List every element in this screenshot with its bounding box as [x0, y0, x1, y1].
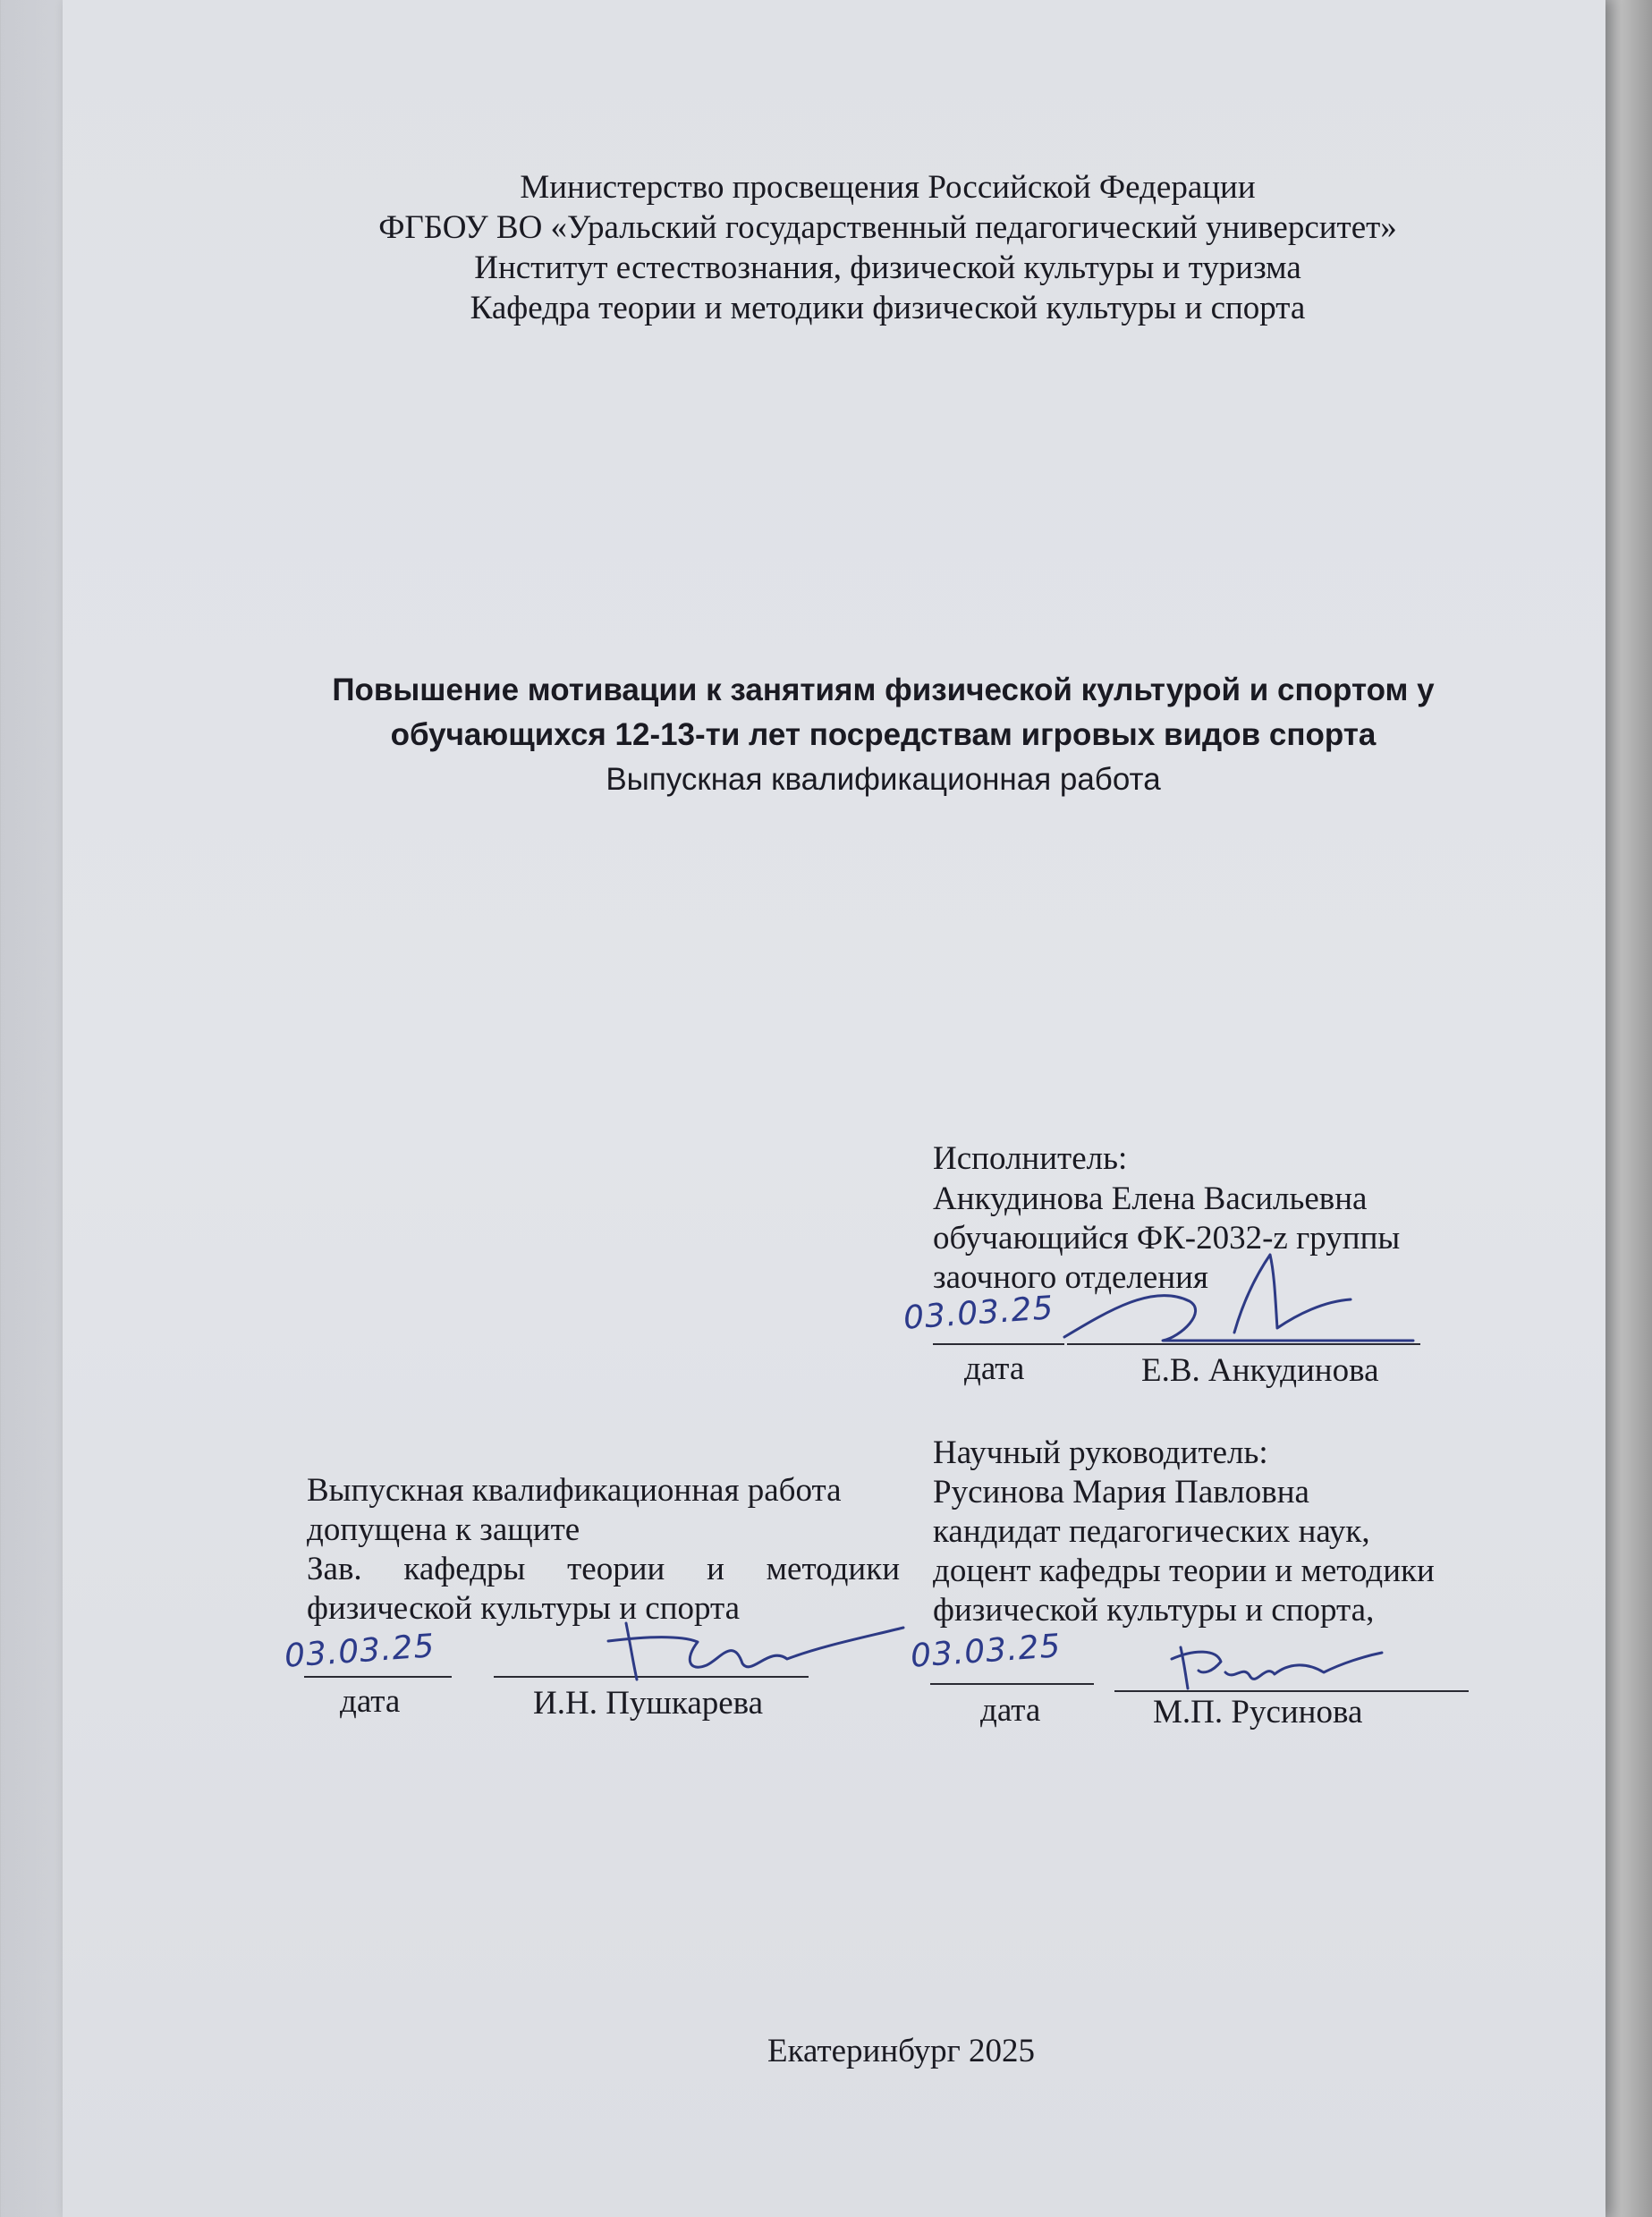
- supervisor-position2: физической культуры и спорта,: [933, 1592, 1375, 1629]
- executor-dept: заочного отделения: [933, 1259, 1208, 1296]
- supervisor-date-handwritten: 03.03.25: [909, 1628, 1063, 1675]
- executor-date-label: дата: [964, 1350, 1025, 1387]
- executor-label: Исполнитель:: [933, 1140, 1128, 1177]
- supervisor-signature: [1154, 1637, 1386, 1699]
- supervisor-degree: кандидат педагогических наук,: [933, 1513, 1370, 1550]
- supervisor-position1: доцент кафедры теории и методики: [933, 1553, 1435, 1589]
- thesis-title-line2: обучающихся 12-13-ти лет посредствам игровых видов спорта: [390, 717, 1377, 752]
- department-line: Кафедра теории и методики физической культуры и спорта: [470, 290, 1306, 326]
- executor-date-line: [933, 1343, 1064, 1345]
- approval-line2: допущена к защите: [307, 1511, 580, 1548]
- supervisor-date-label: дата: [980, 1692, 1041, 1729]
- thesis-title-line1: Повышение мотивации к занятиям физической культурой и спортом у: [332, 673, 1435, 707]
- thesis-subtitle: Выпускная квалификационная работа: [606, 762, 1161, 797]
- approval-line4: физической культуры и спорта: [307, 1590, 741, 1627]
- ministry-line: Министерство просвещения Российской Федерации: [520, 169, 1256, 206]
- approval-line3: Зав. кафедры теории и методики: [307, 1551, 900, 1587]
- paper-sheet: [63, 0, 1605, 2217]
- approval-signature-name: И.Н. Пушкарева: [533, 1685, 764, 1722]
- executor-signature: [1055, 1248, 1431, 1355]
- supervisor-signature-name: М.П. Русинова: [1153, 1694, 1363, 1730]
- executor-signature-name: Е.В. Анкудинова: [1141, 1352, 1379, 1389]
- approval-date-handwritten: 03.03.25: [283, 1628, 436, 1675]
- approval-date-label: дата: [340, 1683, 401, 1720]
- approval-signature: [465, 1610, 912, 1690]
- executor-date-handwritten: 03.03.25: [902, 1290, 1055, 1337]
- approval-date-line: [304, 1676, 452, 1678]
- supervisor-date-line: [930, 1683, 1094, 1685]
- table-edge: [1601, 0, 1652, 2217]
- supervisor-label: Научный руководитель:: [933, 1434, 1268, 1471]
- institute-line: Институт естествознания, физической культуры и туризма: [474, 250, 1301, 286]
- city-year: Екатеринбург 2025: [767, 2033, 1036, 2069]
- executor-group: обучающийся ФК-2032-z группы: [933, 1220, 1401, 1257]
- executor-name: Анкудинова Елена Васильевна: [933, 1180, 1368, 1217]
- university-line: ФГБОУ ВО «Уральский государственный педагогический университет»: [378, 209, 1397, 246]
- approval-line1: Выпускная квалификационная работа: [307, 1472, 842, 1509]
- supervisor-name: Русинова Мария Павловна: [933, 1474, 1309, 1510]
